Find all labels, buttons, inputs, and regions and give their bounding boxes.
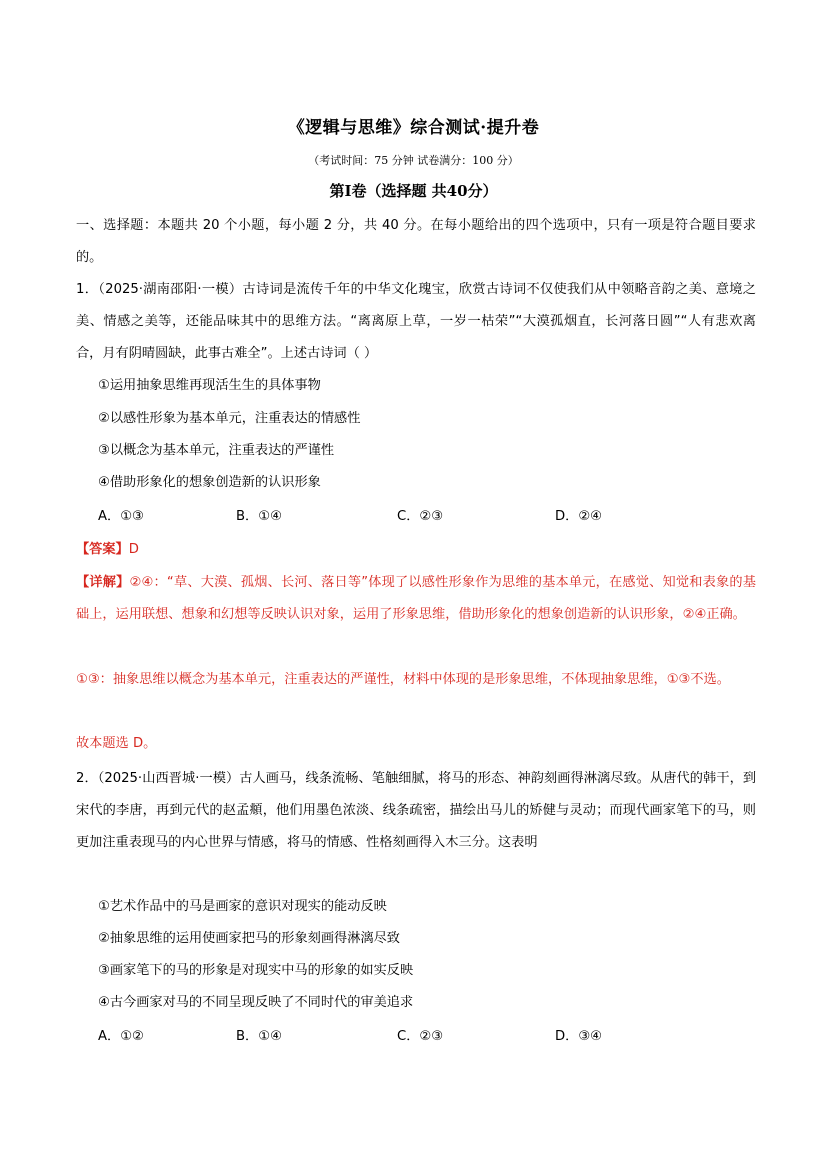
exam-info: （考试时间：75 分钟 试卷满分：100 分） bbox=[308, 154, 519, 167]
question-1-choice-b[interactable] bbox=[236, 507, 282, 527]
question-1-item-1: ①运用抽象思维再现活生生的具体事物 bbox=[98, 378, 321, 393]
volume-title: 第Ⅰ卷（选择题 共40分） bbox=[329, 182, 498, 200]
explanation-text: ②④：“草、大漠、孤烟、长河、落日等”体现了以感性形象作为思维的基本单元，在感觉、知觉和表象的基础上，运用联想、想象和幻想等反映认识对象，运用了形象思维，借助形象化的想象创造新的认识形象，②④正确。 bbox=[76, 575, 756, 622]
choice-letter: A． bbox=[98, 1029, 121, 1044]
question-2-text: （2025·山西晋城·一模）古人画马，线条流畅、笔触细腻，将马的形态、神韵刻画得淋漓尽致。从唐代的韩干，到宋代的李唐，再到元代的赵孟頫，他们用墨色浓淡、线条疏密，描绘出马儿的矫健与灵动；而现代画家笔下的马，则更加注重表现马的内心世界与情感，将马的情感、性格刻画得入木三分。这表明 bbox=[76, 771, 757, 850]
choice-letter: A． bbox=[98, 509, 121, 524]
answer-value: D bbox=[128, 542, 139, 557]
question-1-explanation bbox=[76, 567, 756, 631]
explanation-label: 【详解】 bbox=[76, 575, 130, 590]
choice-value: ②③ bbox=[419, 1029, 444, 1044]
choice-value: ②④ bbox=[578, 509, 602, 524]
answer-label: 【答案】 bbox=[76, 542, 129, 557]
question-1-choice-c[interactable] bbox=[397, 507, 443, 527]
question-1-choice-a[interactable] bbox=[98, 507, 144, 527]
choice-value: ①④ bbox=[258, 1029, 282, 1044]
question-2-item-3: ③画家笔下的马的形象是对现实中马的形象的如实反映 bbox=[98, 963, 414, 978]
question-1-stem bbox=[76, 274, 756, 370]
question-1-conclusion: 故本题选 D。 bbox=[76, 736, 157, 751]
page-title: 《逻辑与思维》综合测试·提升卷 bbox=[287, 118, 540, 138]
question-2-stem bbox=[76, 763, 756, 859]
question-2-choice-d[interactable] bbox=[555, 1027, 602, 1047]
choice-value: ①③ bbox=[120, 509, 144, 524]
question-2-choice-a[interactable] bbox=[98, 1027, 144, 1047]
question-1-item-4: ④借助形象化的想象创造新的认识形象 bbox=[98, 475, 321, 490]
question-1-number: 1． bbox=[76, 282, 99, 297]
question-1-explanation-2: ①③：抽象思维以概念为基本单元，注重表达的严谨性，材料中体现的是形象思维，不体现抽象思维，①③不选。 bbox=[76, 672, 730, 687]
choice-letter: D． bbox=[555, 1029, 579, 1044]
question-2-item-1: ①艺术作品中的马是画家的意识对现实的能动反映 bbox=[98, 899, 387, 914]
choice-value: ③④ bbox=[578, 1029, 602, 1044]
choice-value: ②③ bbox=[419, 509, 444, 524]
question-1-choice-d[interactable] bbox=[555, 507, 602, 527]
choice-letter: D． bbox=[555, 509, 579, 524]
choice-letter: C． bbox=[397, 1029, 420, 1044]
choice-letter: C． bbox=[397, 509, 420, 524]
question-1-text: （2025·湖南邵阳·一模）古诗词是流传千年的中华文化瑰宝，欣赏古诗词不仅使我们从中领略音韵之美、意境之美、情感之美等，还能品味其中的思维方法。“离离原上草，一岁一枯荣”“大漠孤烟直，长河落日圆”“人有悲欢离合，月有阴晴圆缺，此事古难全”。上述古诗词（ ） bbox=[76, 282, 756, 361]
section-instructions: 一、选择题：本题共 20 个小题，每小题 2 分，共 40 分。在每小题给出的四个选项中，只有一项是符合题目要求的。 bbox=[76, 218, 756, 265]
question-2-choice-b[interactable] bbox=[236, 1027, 282, 1047]
choice-letter: B． bbox=[236, 509, 259, 524]
question-2-item-2: ②抽象思维的运用使画家把马的形象刻画得淋漓尽致 bbox=[98, 931, 400, 946]
choice-letter: B． bbox=[236, 1029, 259, 1044]
question-1-item-3: ③以概念为基本单元，注重表达的严谨性 bbox=[98, 443, 335, 458]
choice-value: ①④ bbox=[258, 509, 282, 524]
question-2-number: 2． bbox=[76, 771, 98, 786]
choice-value: ①② bbox=[120, 1029, 144, 1044]
question-1-item-2: ②以感性形象为基本单元，注重表达的情感性 bbox=[98, 411, 361, 426]
question-1-answer bbox=[76, 540, 139, 560]
question-2-item-4: ④古今画家对马的不同呈现反映了不同时代的审美追求 bbox=[98, 995, 414, 1010]
question-2-choice-c[interactable] bbox=[397, 1027, 443, 1047]
